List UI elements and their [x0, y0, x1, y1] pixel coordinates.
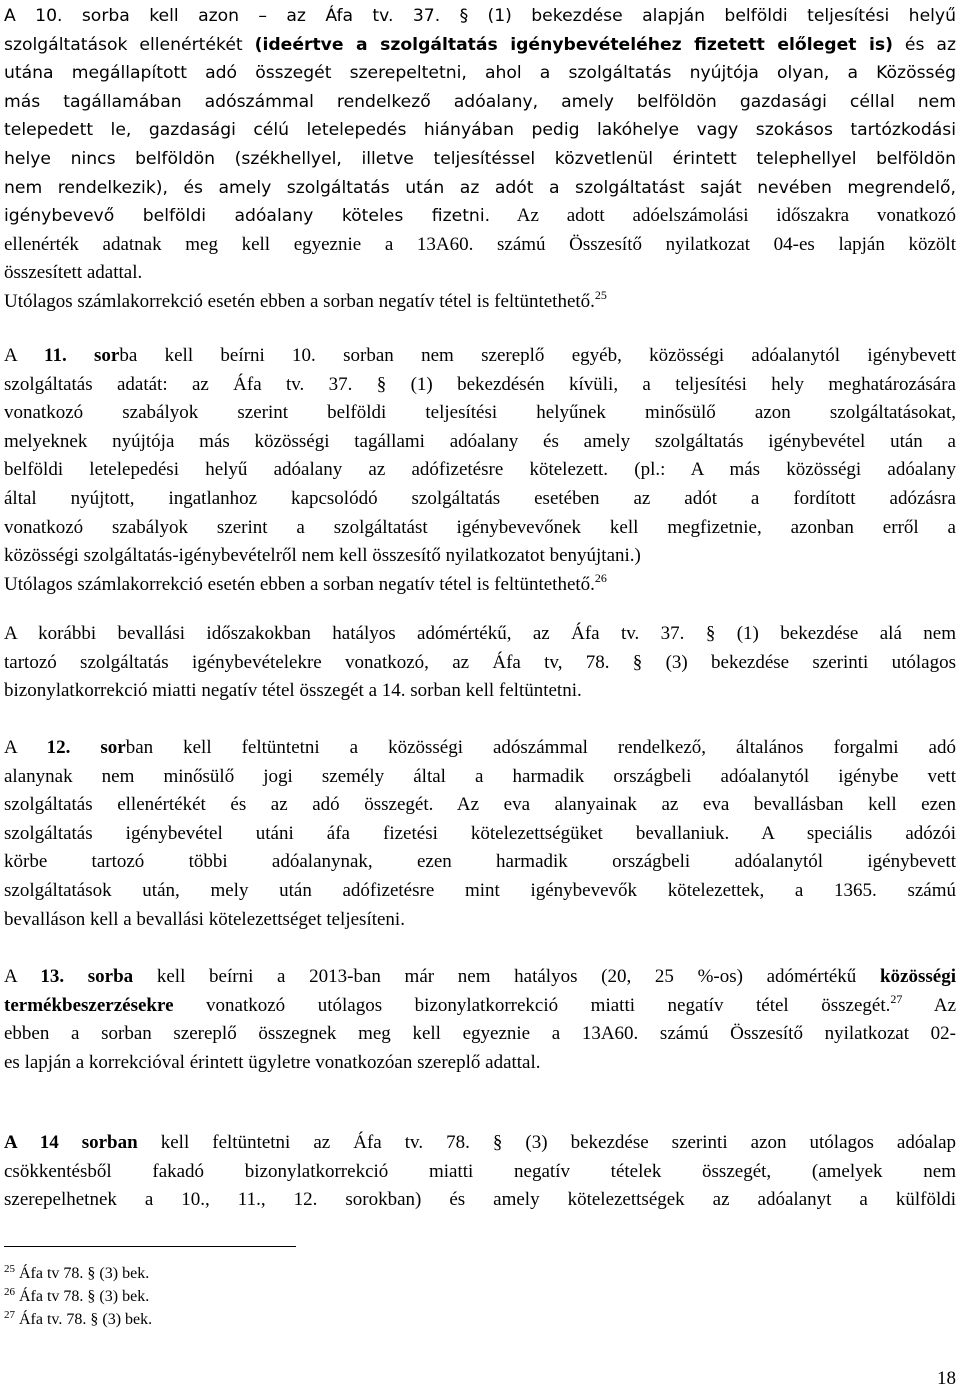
text-line: szolgáltatások után, mely után adófizetésre mint igénybevevők kötelezettek, a 1365. számú — [4, 879, 956, 901]
paragraph-row-10 — [4, 2, 956, 317]
text-line: telepedett le, gazdasági célú letelepedés hiányában pedig lakóhelye vagy szokásos tartózkodási — [4, 120, 956, 141]
footnote: $^{27}$ Áfa tv. 78. § (3) bek. — [4, 1309, 153, 1328]
footnote: $^{26}$ Áfa tv 78. § (3) bek. — [4, 1286, 150, 1305]
footnote-ref[interactable]: 26 — [594, 570, 607, 585]
text-line: Utólagos számlakorrekció esetén ebben a sorban negatív tétel is feltüntethető.$^{26}$ — [4, 570, 607, 595]
text-line: vonatkozó szabályok szerint belföldi teljesítési helyűnek minősülő azon szolgáltatásokat, — [4, 402, 956, 424]
paragraph-prior-periods — [4, 620, 956, 706]
text-line: Utólagos számlakorrekció esetén ebben a sorban negatív tétel is feltüntethető.$^{25}$ — [4, 287, 607, 312]
text-line: szolgáltatás ellenértékét és az adó összegét. Az eva alanyainak az eva bevallásban kell ezen — [4, 794, 956, 816]
page-number: 18 — [937, 1368, 956, 1389]
paragraph-row-12 — [4, 734, 956, 934]
text-line: ellenérték adatnak meg kell egyeznie a 13A60. számú Összesítő nyilatkozat 04-es lapján közölt — [4, 233, 956, 255]
text-line: bizonylatkorrekció miatti negatív tétel összegét a 14. sorban kell feltüntetni. — [4, 680, 582, 702]
footnotes — [4, 1262, 152, 1331]
text-line: összesített adattal. — [4, 262, 143, 284]
text-line: A 14 sorban kell feltüntetni az Áfa tv. 78. § (3) bekezdése szerinti azon utólagos adóalap — [4, 1132, 957, 1153]
text-line: igénybevevő belföldi adóalany köteles fizetni. Az adott adóelszámolási időszakra vonatkozó — [4, 205, 956, 227]
text-line: A 12. sorban kell feltüntetni a közösségi adószámmal rendelkező, általános forgalmi adó — [4, 737, 956, 758]
text-line: szerepelhetnek a 10., 11., 12. sorokban) és amely kötelezettségek az adóalanyt a külföldi — [4, 1189, 956, 1211]
paragraph-row-13 — [4, 963, 956, 1077]
footnote-ref[interactable]: 25 — [594, 287, 607, 302]
text-line: vonatkozó szabályok szerint a szolgáltatást igénybevevőnek kell megfizetnie, azonban erről a — [4, 516, 956, 538]
text-line: közösségi szolgáltatás-igénybevételről nem kell összesítő nyilatkozatot benyújtani.) — [4, 545, 641, 567]
text-line: helye nincs belföldön (székhellyel, illetve teljesítéssel közvetlenül érintett telephellyel belföldön — [4, 148, 956, 169]
text-line: A 13. sorba kell beírni a 2013-ban már nem hatályos (20, 25 %-os) adómértékű közösségi — [4, 966, 956, 987]
text-line: által nyújtott, ingatlanhoz kapcsolódó szolgáltatás esetében az adót a fordított adózásra — [4, 487, 956, 509]
text-line: csökkentésből fakadó bizonylatkorrekció miatti negatív tételek összegét, (amelyek nem — [4, 1160, 956, 1182]
text-line: körbe tartozó többi adóalanynak, ezen harmadik országbeli adóalanytól igénybevett — [4, 851, 956, 873]
text-line: szolgáltatás adatát: az Áfa tv. 37. § (1) bekezdésén kívüli, a teljesítési hely meghatározására — [4, 373, 956, 395]
paragraph-row-11 — [4, 342, 956, 599]
text-line: utána megállapított adó összegét szerepeltetni, ahol a szolgáltatás nyújtója olyan, a Közösség — [4, 63, 956, 84]
text-line: belföldi letelepedési helyű adóalany az adófizetésre kötelezett. (pl.: A más közösségi adóalany — [4, 459, 956, 481]
footnote-separator — [4, 1246, 296, 1247]
paragraph-row-14 — [4, 1129, 956, 1215]
text-line: ebben a sorban szereplő összegnek meg kell egyeznie a 13A60. számú Összesítő nyilatkozat 02- — [4, 1023, 956, 1045]
text-line: es lapján a korrekcióval érintett ügyletre vonatkozóan szereplő adattal. — [4, 1051, 541, 1073]
text-line: alanynak nem minősülő jogi személy által a harmadik országbeli adóalanytól igénybe vett — [4, 765, 956, 787]
text-line: A 10. sorba kell azon – az Áfa tv. 37. § (1) bekezdése alapján belföldi teljesítési helyű — [4, 6, 956, 26]
text-line: A korábbi bevallási időszakokban hatályos adómértékű, az Áfa tv. 37. § (1) bekezdése alá nem — [4, 623, 956, 644]
footnote-ref[interactable]: 27 — [890, 991, 903, 1006]
text-line: bevalláson kell a bevallási kötelezettséget teljesíteni. — [4, 908, 405, 930]
text-line: más tagállamában adószámmal rendelkező adóalany, amely belföldön gazdasági céllal nem — [4, 91, 956, 112]
footnote: $^{25}$ Áfa tv 78. § (3) bek. — [4, 1263, 150, 1282]
text-line: tartozó szolgáltatás igénybevételekre vonatkozó, az Áfa tv, 78. § (3) bekezdése szerinti utólagos — [4, 651, 956, 673]
text-line: A 11. sorba kell beírni 10. sorban nem szereplő egyéb, közösségi adóalanytól igénybevett — [4, 345, 957, 366]
text-line: szolgáltatások ellenértékét (ideértve a szolgáltatás igénybevételéhez fizetett előleget is) és az — [4, 34, 956, 55]
text-line: melyeknek nyújtója más közösségi tagállami adóalany és amely szolgáltatás igénybevétel után a — [4, 430, 956, 452]
text-line: nem rendelkezik), és amely szolgáltatás után az adót a szolgáltatást saját nevében megrendelő, — [4, 177, 956, 198]
text-line: szolgáltatás igénybevétel utáni áfa fizetési kötelezettségüket bevallaniuk. A speciális adózói — [4, 822, 956, 844]
text-line: termékbeszerzésekre vonatkozó utólagos bizonylatkorrekció miatti negatív tétel összegét.$^{27}$ Az — [4, 991, 957, 1016]
